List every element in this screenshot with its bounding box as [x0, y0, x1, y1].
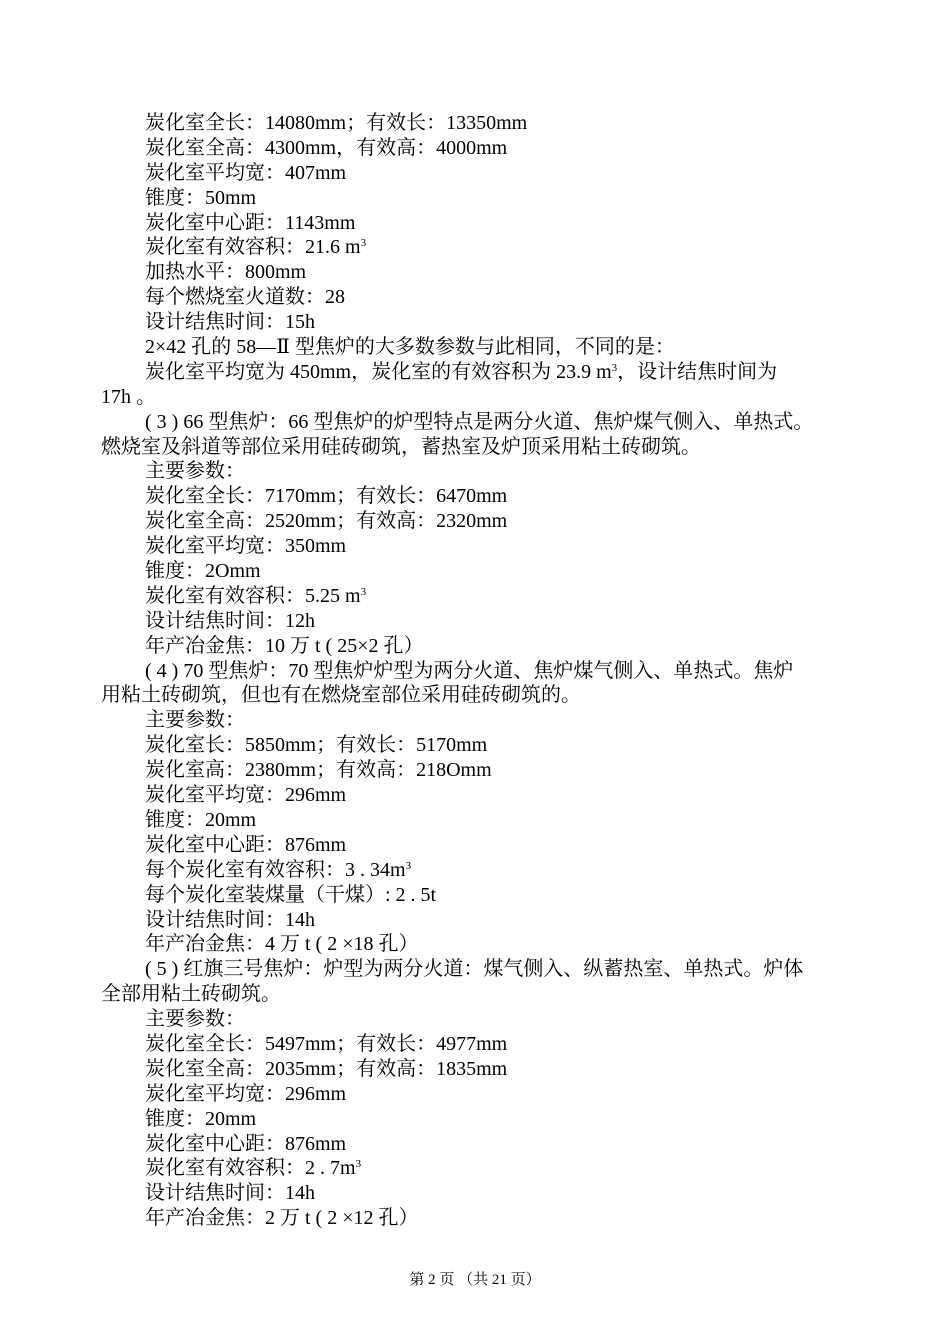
document-body: [101, 111, 871, 1231]
text-line: [101, 509, 871, 534]
text-line: [101, 1107, 871, 1132]
superscript: 3: [355, 1158, 362, 1171]
text-line: [101, 783, 871, 808]
line-text: ( 3 ) 66 型焦炉：66 型焦炉的炉型特点是两分火道、焦炉煤气侧入、单热式。: [145, 410, 814, 433]
line-text: 炭化室中心距：876mm: [145, 1132, 347, 1155]
line-text: 全部用粘土砖砌筑。: [101, 983, 281, 1006]
line-text: 炭化室有效容积：21.6 m: [145, 236, 361, 259]
text-line: [101, 758, 871, 783]
line-text: 每个炭化室装煤量（干煤）: 2 . 5t: [145, 883, 437, 906]
superscript: 3: [360, 237, 367, 250]
line-text: 炭化室长：5850mm；有效长：5170mm: [145, 734, 488, 757]
text-line: [101, 211, 871, 236]
line-text: 主要参数：: [145, 709, 245, 732]
line-text: 2×42 孔的 58—Ⅱ 型焦炉的大多数参数与此相同，不同的是：: [145, 336, 675, 359]
text-line: [101, 1082, 871, 1107]
text-line: [101, 883, 871, 908]
text-line: [101, 1132, 871, 1157]
text-line: [101, 459, 871, 484]
line-text: 炭化室全高：2035mm；有效高：1835mm: [145, 1057, 508, 1080]
text-line: [101, 310, 871, 335]
line-text: 炭化室平均宽：296mm: [145, 784, 347, 807]
line-text: 主要参数：: [145, 1008, 245, 1031]
line-tail-text: ，设计结焦时间为: [617, 360, 778, 383]
text-line: [101, 808, 871, 833]
line-text: 主要参数：: [145, 460, 245, 483]
line-text: 炭化室平均宽：350mm: [145, 535, 347, 558]
text-line: [101, 260, 871, 285]
line-text: 炭化室全长：7170mm；有效长：6470mm: [145, 485, 508, 508]
line-text: 炭化室平均宽为 450mm，炭化室的有效容积为 23.9 m: [145, 360, 612, 383]
text-line: [101, 1181, 871, 1206]
text-line: [101, 335, 871, 360]
text-line: [101, 1057, 871, 1082]
line-text: 年产冶金焦：4 万 t ( 2 ×18 孔）: [145, 933, 419, 956]
text-line: [101, 1032, 871, 1057]
line-text: ( 4 ) 70 型焦炉：70 型焦炉炉型为两分火道、焦炉煤气侧入、单热式。焦炉: [145, 659, 794, 682]
line-text: 用粘土砖砌筑，但也有在燃烧室部位采用硅砖砌筑的。: [101, 684, 581, 707]
text-line: [101, 435, 871, 460]
text-line: [101, 235, 871, 260]
line-text: 锥度：50mm: [145, 186, 257, 209]
text-line: [101, 833, 871, 858]
text-line: [101, 410, 871, 435]
text-line: [101, 708, 871, 733]
text-line: [101, 858, 871, 883]
line-text: 炭化室高：2380mm；有效高：218Omm: [145, 759, 492, 782]
text-line: [101, 360, 871, 385]
text-line: [101, 285, 871, 310]
line-text: 炭化室有效容积：2 . 7m: [145, 1157, 356, 1180]
line-text: 每个燃烧室火道数：28: [145, 286, 345, 309]
text-line: [101, 908, 871, 933]
line-text: 年产冶金焦：10 万 t ( 25×2 孔）: [145, 634, 424, 657]
line-text: 炭化室平均宽：296mm: [145, 1082, 347, 1105]
line-text: 炭化室有效容积：5.25 m: [145, 584, 361, 607]
line-text: 每个炭化室有效容积：3 . 34m: [145, 858, 406, 881]
superscript: 3: [405, 859, 412, 872]
text-line: [101, 136, 871, 161]
text-line: [101, 534, 871, 559]
text-line: [101, 559, 871, 584]
line-text: ( 5 ) 红旗三号焦炉：炉型为两分火道：煤气侧入、纵蓄热室、单热式。炉体: [145, 958, 804, 981]
text-line: [101, 161, 871, 186]
line-text: 锥度：20mm: [145, 1107, 257, 1130]
text-line: [101, 609, 871, 634]
line-text: 炭化室全高：4300mm，有效高：4000mm: [145, 136, 508, 159]
text-line: [101, 186, 871, 211]
superscript: 3: [611, 361, 618, 374]
line-text: 炭化室平均宽：407mm: [145, 161, 347, 184]
text-line: [101, 584, 871, 609]
text-line: [101, 1206, 871, 1231]
text-line: [101, 385, 871, 410]
line-text: 炭化室全长：14080mm；有效长：13350mm: [145, 112, 528, 134]
line-text: 设计结焦时间：15h: [145, 311, 315, 334]
text-line: [101, 1007, 871, 1032]
line-text: 锥度：20mm: [145, 808, 257, 831]
line-text: 燃烧室及斜道等部位采用硅砖砌筑，蓄热室及炉顶采用粘土砖砌筑。: [101, 435, 701, 458]
line-text: 17h 。: [101, 385, 156, 408]
line-text: 炭化室全长：5497mm；有效长：4977mm: [145, 1032, 508, 1055]
text-line: [101, 683, 871, 708]
text-line: [101, 111, 871, 136]
line-text: 设计结焦时间：14h: [145, 1182, 315, 1205]
text-line: [101, 733, 871, 758]
text-line: [101, 634, 871, 659]
text-line: [101, 982, 871, 1007]
line-text: 炭化室中心距：876mm: [145, 833, 347, 856]
text-line: [101, 1156, 871, 1181]
superscript: 3: [360, 585, 367, 598]
text-line: [101, 659, 871, 684]
line-text: 炭化室全高：2520mm；有效高：2320mm: [145, 510, 508, 533]
line-text: 加热水平：800mm: [145, 261, 307, 284]
text-line: [101, 932, 871, 957]
line-text: 年产冶金焦：2 万 t ( 2 ×12 孔）: [145, 1207, 419, 1230]
text-line: [101, 484, 871, 509]
text-line: [101, 957, 871, 982]
line-text: 炭化室中心距：1143mm: [145, 211, 356, 234]
page-footer: 第 2 页 （共 21 页）: [409, 1272, 541, 1288]
line-text: 设计结焦时间：14h: [145, 908, 315, 931]
line-text: 设计结焦时间：12h: [145, 609, 315, 632]
line-text: 锥度：2Omm: [145, 560, 261, 583]
